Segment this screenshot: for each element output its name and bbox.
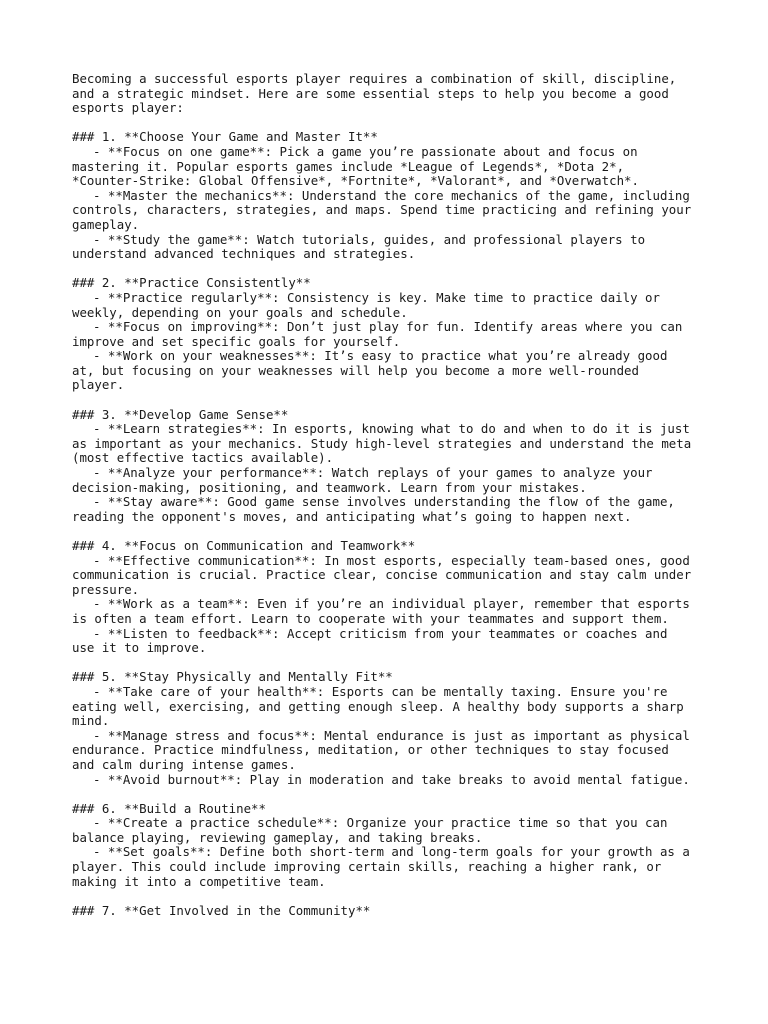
item-line: decision-making, positioning, and teamwork. Learn from your mistakes. — [72, 479, 587, 495]
section-1 — [72, 130, 712, 261]
item-line: - **Analyze your performance**: Watch replays of your games to analyze your — [93, 465, 653, 481]
item-line: is often a team effort. Learn to cooperate with your teammates and support them. — [72, 610, 669, 626]
item-line: - **Work on your weaknesses**: It’s easy to practice what you’re already good — [93, 348, 668, 364]
paragraph-gap — [72, 524, 712, 539]
section-4 — [72, 539, 712, 656]
item-line: - **Take care of your health**: Esports can be mentally taxing. Ensure you're — [93, 683, 668, 699]
item-line: - **Stay aware**: Good game sense involves understanding the flow of the game, — [93, 494, 675, 510]
paragraph-gap — [72, 262, 712, 277]
list-item — [72, 627, 712, 656]
item-line: understand advanced techniques and strategies. — [72, 246, 416, 262]
list-item — [72, 422, 712, 466]
item-line: making it into a competitive team. — [72, 873, 326, 889]
list-item — [72, 685, 712, 729]
list-item — [72, 349, 712, 393]
section-3 — [72, 408, 712, 525]
section-heading: ### 3. **Develop Game Sense** — [72, 406, 289, 422]
intro-line: and a strategic mindset. Here are some essential steps to help you become a good — [72, 85, 669, 101]
item-line: balance playing, reviewing gameplay, and taking breaks. — [72, 829, 483, 845]
section-7 — [72, 904, 712, 919]
item-line: player. — [72, 377, 125, 393]
item-line: - **Manage stress and focus**: Mental endurance is just as important as physical — [93, 727, 690, 743]
item-line: - **Effective communication**: In most esports, especially team-based ones, good — [93, 552, 690, 568]
list-item — [72, 845, 712, 889]
item-line: - **Practice regularly**: Consistency is key. Make time to practice daily or — [93, 289, 660, 305]
item-line: player. This could include improving certain skills, reaching a higher rank, or — [72, 859, 662, 875]
list-item — [72, 189, 712, 233]
item-line: improve and set specific goals for yourself. — [72, 333, 401, 349]
section-heading: ### 2. **Practice Consistently** — [72, 275, 311, 291]
item-line: (most effective tactics available). — [72, 450, 334, 466]
item-line: gameplay. — [72, 216, 140, 232]
section-heading: ### 4. **Focus on Communication and Teamwork** — [72, 538, 416, 553]
item-line: reading the opponent's moves, and anticipating what’s going to happen next. — [72, 508, 632, 524]
item-line: - **Master the mechanics**: Understand the core mechanics of the game, including — [93, 187, 690, 203]
item-line: weekly, depending on your goals and schedule. — [72, 304, 408, 320]
item-line: - **Set goals**: Define both short-term and long-term goals for your growth as a — [93, 844, 690, 860]
item-line: eating well, exercising, and getting enough sleep. A healthy body supports a sharp — [72, 698, 684, 714]
list-item — [72, 145, 712, 189]
item-line: endurance. Practice mindfulness, meditation, or other techniques to stay focused — [72, 742, 669, 758]
item-line: mind. — [72, 713, 110, 729]
item-line: - **Learn strategies**: In esports, knowing what to do and when to do it is just — [93, 421, 690, 437]
item-line: pressure. — [72, 581, 140, 597]
item-line: - **Study the game**: Watch tutorials, guides, and professional players to — [93, 231, 646, 247]
list-item — [72, 773, 712, 788]
intro-line: esports player: — [72, 100, 184, 116]
item-line: - **Avoid burnout**: Play in moderation and take breaks to avoid mental fatigue. — [93, 771, 690, 787]
item-line: mastering it. Popular esports games include *League of Legends*, *Dota 2*, — [72, 158, 625, 174]
list-item — [72, 233, 712, 262]
item-line: communication is crucial. Practice clear, concise communication and stay calm under — [72, 567, 692, 583]
list-item — [72, 466, 712, 495]
paragraph-gap — [72, 393, 712, 408]
item-line: controls, characters, strategies, and maps. Spend time practicing and refining your — [72, 202, 692, 218]
item-line: - **Focus on one game**: Pick a game you’re passionate about and focus on — [93, 143, 638, 159]
item-line: at, but focusing on your weaknesses will help you become a more well-rounded — [72, 362, 639, 378]
list-item — [72, 320, 712, 349]
list-item — [72, 495, 712, 524]
item-line: - **Focus on improving**: Don’t just play for fun. Identify areas where you can — [93, 319, 683, 335]
section-5 — [72, 670, 712, 787]
item-line: - **Work as a team**: Even if you’re an individual player, remember that esports — [93, 596, 690, 612]
section-heading: ### 1. **Choose Your Game and Master It** — [72, 129, 378, 145]
section-6 — [72, 802, 712, 890]
list-item — [72, 816, 712, 845]
item-line: - **Create a practice schedule**: Organize your practice time so that you can — [93, 815, 668, 831]
list-item — [72, 597, 712, 626]
item-line: use it to improve. — [72, 640, 207, 656]
item-line: *Counter-Strike: Global Offensive*, *Fortnite*, *Valorant*, and *Overwatch*. — [72, 173, 639, 189]
item-line: as important as your mechanics. Study high-level strategies and understand the meta — [72, 435, 692, 451]
section-heading: ### 5. **Stay Physically and Mentally Fit** — [72, 669, 393, 685]
intro-paragraph — [72, 72, 712, 116]
section-heading: ### 6. **Build a Routine** — [72, 800, 266, 816]
paragraph-gap — [72, 889, 712, 904]
item-line: and calm during intense games. — [72, 756, 296, 772]
list-item — [72, 291, 712, 320]
list-item — [72, 729, 712, 773]
document-page — [72, 72, 712, 918]
paragraph-gap — [72, 656, 712, 671]
section-heading: ### 7. **Get Involved in the Community** — [72, 902, 371, 918]
section-2 — [72, 276, 712, 393]
list-item — [72, 554, 712, 598]
paragraph-gap — [72, 116, 712, 131]
item-line: - **Listen to feedback**: Accept criticism from your teammates or coaches and — [93, 625, 668, 641]
paragraph-gap — [72, 787, 712, 802]
intro-line: Becoming a successful esports player requires a combination of skill, discipline, — [72, 71, 677, 86]
